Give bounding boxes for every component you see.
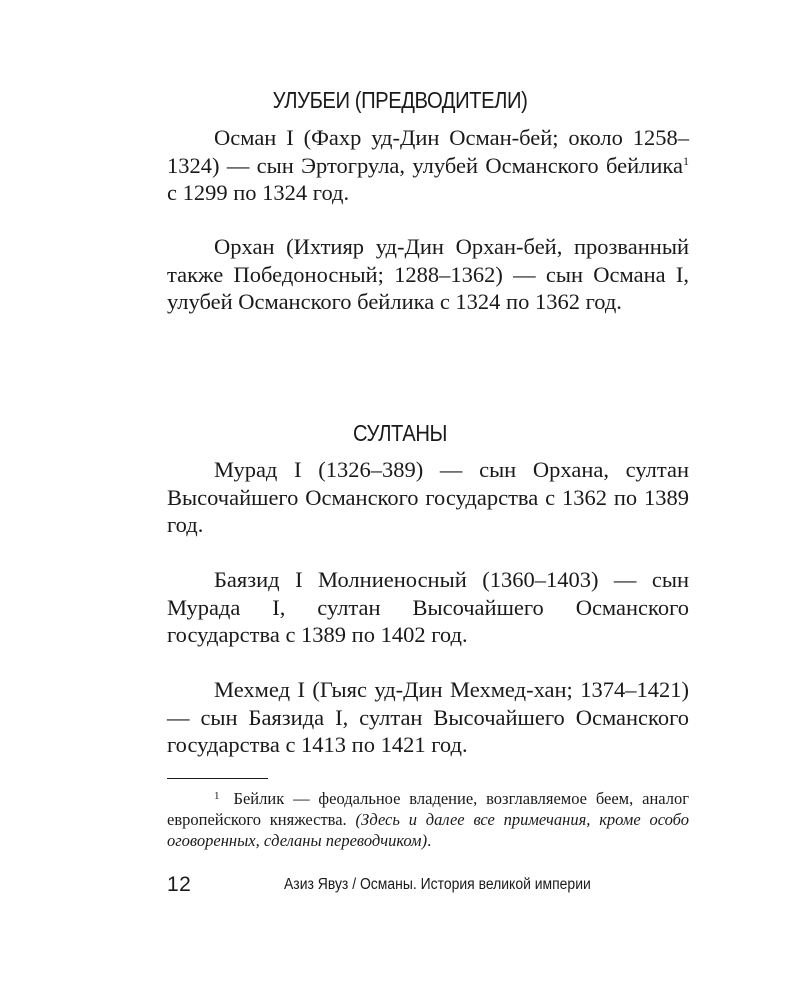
entry-orhan: Орхан (Ихтияр уд-Дин Орхан-бей, прозванный также Победоносный; 1288–1362) — сын Османа I, улубей Османского бейлика с 1324 по 1362 год.	[167, 234, 689, 314]
footnote-ref: 1	[683, 153, 689, 168]
footnote	[167, 788, 689, 851]
entry-osman-text-end: с 1299 по 1324 год.	[167, 180, 350, 205]
footnote-translator-note: (Здесь и далее все примечания, кроме особо оговоренных, сделаны переводчиком)	[167, 810, 689, 850]
footnote-divider	[167, 778, 268, 779]
footnote-number: 1	[214, 790, 220, 802]
page-number: 12	[167, 873, 192, 896]
entry-murad: Мурад I (1326–389) — сын Орхана, султан Высочайшего Османского государства с 1362 по 1389 год.	[167, 457, 689, 537]
entry-mehmed: Мехмед I (Гыяс уд-Дин Мехмед-хан; 1374–1421) — сын Баязида I, султан Высочайшего Османского государства с 1413 по 1421 год.	[167, 677, 689, 757]
entry-osman-text: Осман I (Фахр уд-Дин Осман-бей; около 1258–1324) — сын Эртогрула, улубей Османского бейлика	[167, 125, 689, 178]
footnote-end: .	[427, 831, 432, 850]
section-heading-ulubei: УЛУБЕИ (ПРЕДВОДИТЕЛИ)	[272, 87, 528, 113]
entry-osman	[167, 124, 689, 207]
running-title: Азиз Явуз / Османы. История великой империи	[284, 876, 591, 893]
section-heading-sultans: СУЛТАНЫ	[352, 420, 448, 446]
footnote-text: Бейлик — феодальное владение, возглавляемое беем, аналог европейского княжества.	[167, 789, 689, 829]
entry-bayezid: Баязид I Молниеносный (1360–1403) — сын Мурада I, султан Высочайшего Османского государства с 1389 по 1402 год.	[167, 567, 689, 647]
